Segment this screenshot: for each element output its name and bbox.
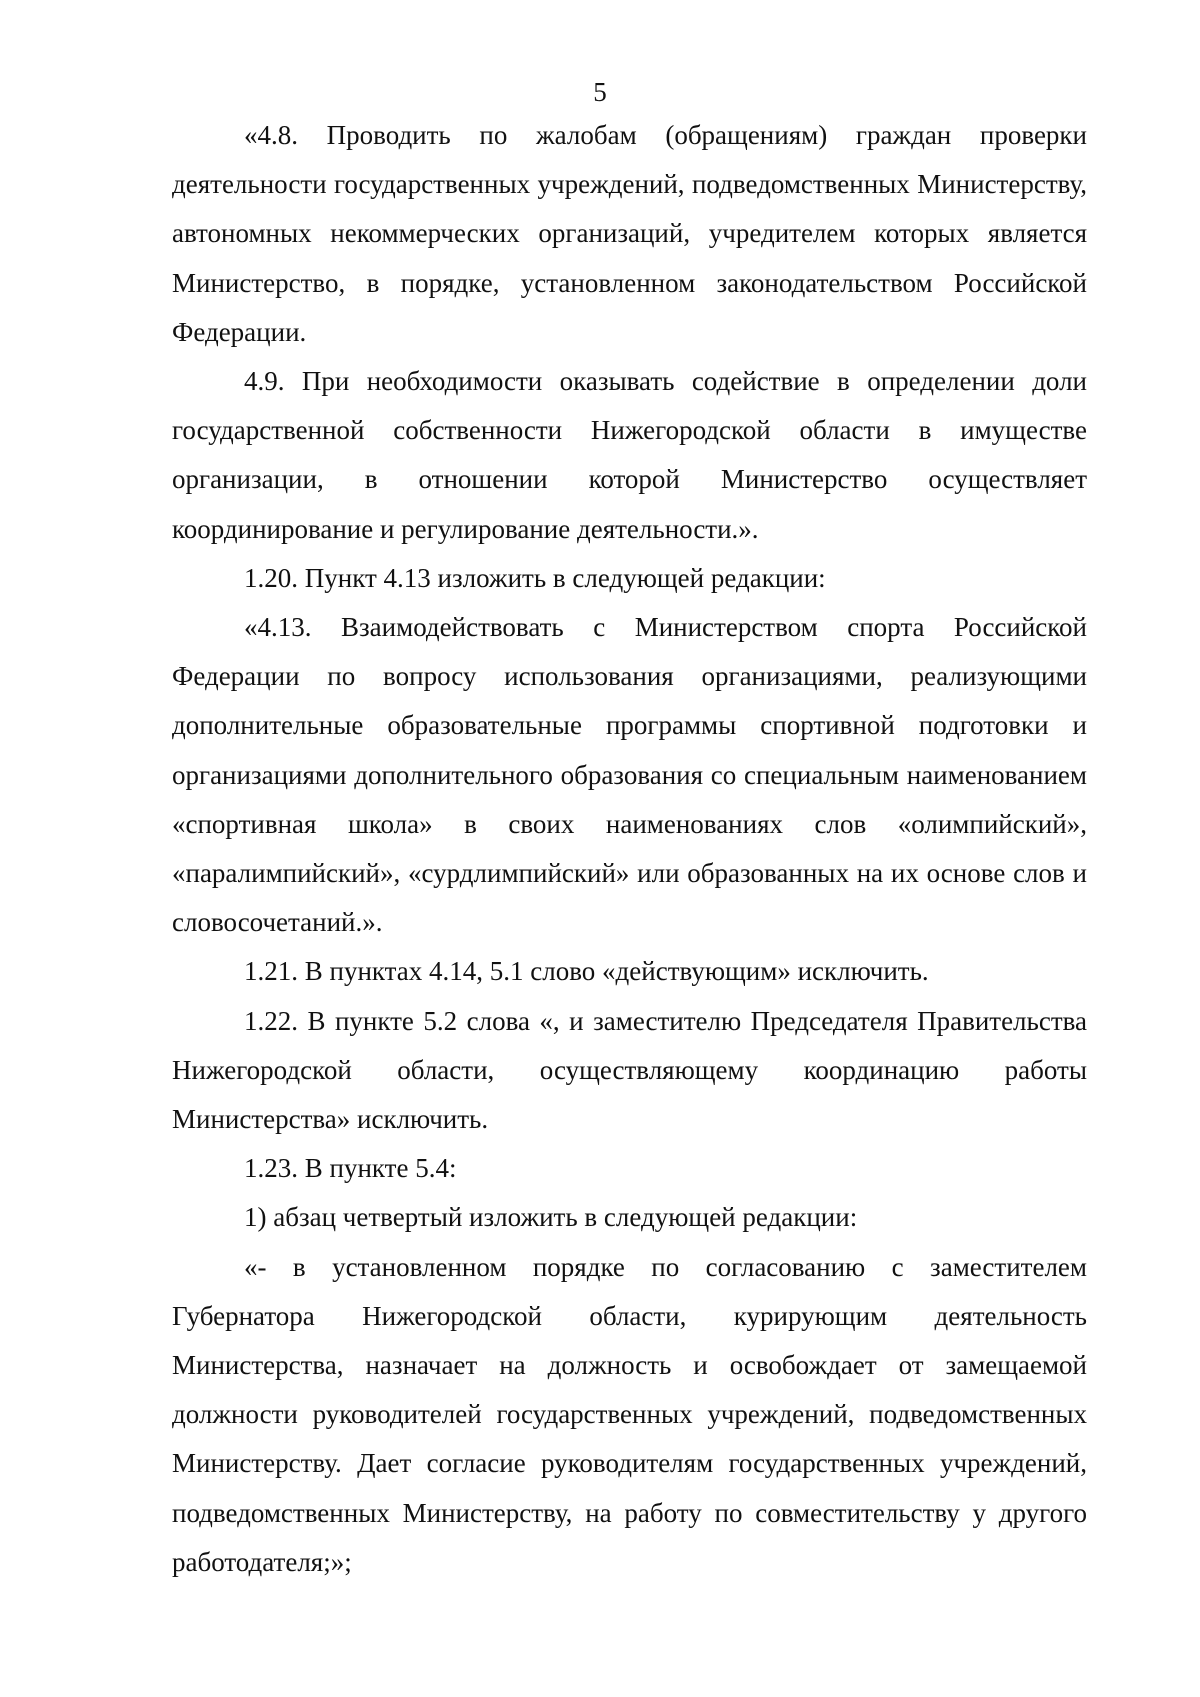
paragraph-1-21: 1.21. В пунктах 4.14, 5.1 слово «действующим» исключить. <box>244 956 929 987</box>
paragraph-4-13: «4.13. Взаимодействовать с Министерством спорта Российской Федерации по вопросу использования организациями, реализующими дополнительные образовательные программы спортивной подготовки и организациями дополнительного образования со специальным наименованием «спортивная школа» в своих наименованиях слов «олимпийский», «паралимпийский», «сурдлимпийский» или образованных на их основе слов и словосочетаний.». <box>172 612 1087 938</box>
paragraph-quoted-abzac: «- в установленном порядке по согласованию с заместителем Губернатора Нижегородской области, курирующим деятельность Министерства, назначает на должность и освобождает от замещаемой должности руководителей государственных учреждений, подведомственных Министерству. Дает согласие руководителям государственных учреждений, подведомственных Министерству, на работу по совместительству у другого работодателя;»; <box>172 1251 1087 1577</box>
paragraph-4-9: 4.9. При необходимости оказывать содействие в определении доли государственной собственности Нижегородской области в имуществе организации, в отношении которой Министерство осуществляет координирование и регулирование деятельности.». <box>172 366 1087 544</box>
document-body <box>172 111 1087 1587</box>
paragraph-1-22: 1.22. В пункте 5.2 слова «, и заместителю Председателя Правительства Нижегородской области, осуществляющему координацию работы Министерства» исключить. <box>172 1005 1087 1135</box>
paragraph-1-23: 1.23. В пункте 5.4: <box>244 1153 457 1184</box>
paragraph-4-8: «4.8. Проводить по жалобам (обращениям) граждан проверки деятельности государственных учреждений, подведомственных Министерству, автономных некоммерческих организаций, учредителем которых является Министерство, в порядке, установленном законодательством Российской Федерации. <box>172 120 1087 347</box>
paragraph-1-20: 1.20. Пункт 4.13 изложить в следующей редакции: <box>244 562 826 593</box>
paragraph-subitem-1: 1) абзац четвертый изложить в следующей редакции: <box>244 1202 858 1233</box>
page-number: 5 <box>593 77 607 107</box>
